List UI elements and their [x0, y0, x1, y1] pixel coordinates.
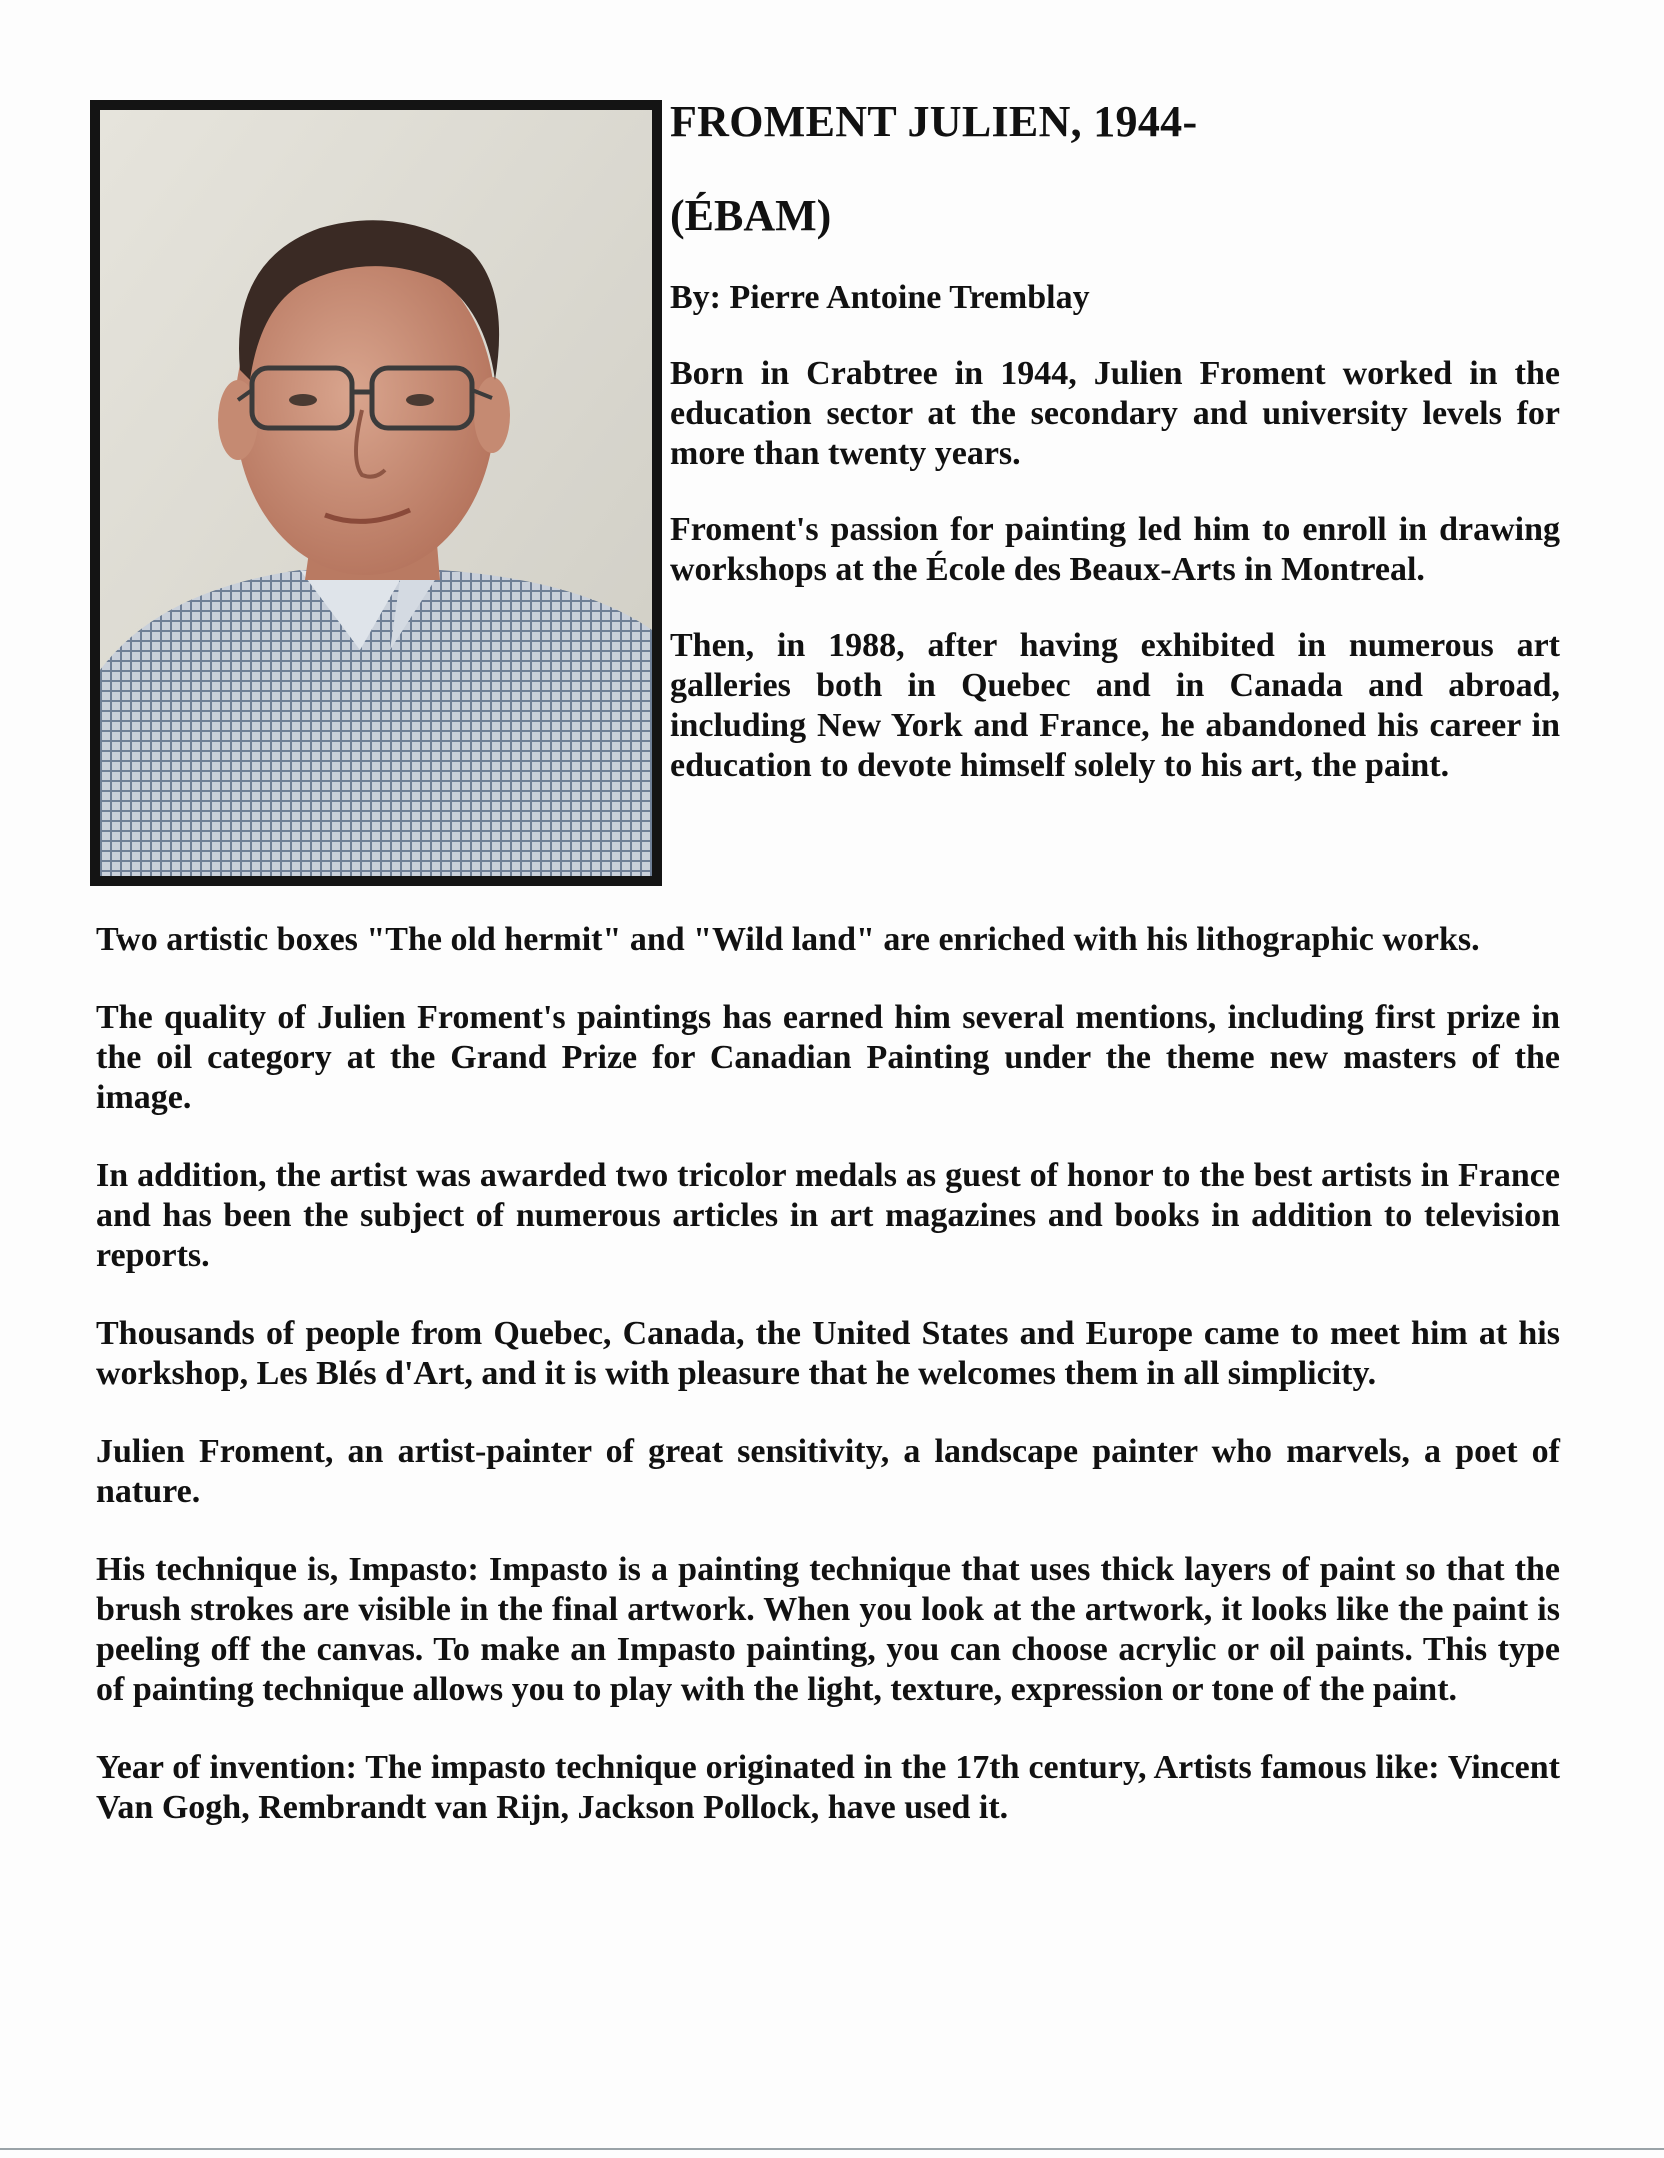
- page-bottom-rule: [0, 2148, 1664, 2150]
- body-paragraph-3: In addition, the artist was awarded two tricolor medals as guest of honor to the best artists in France and has been the subject of numerous articles in art magazines and books in addition to television reports.: [96, 1157, 1560, 1274]
- body-paragraph-7: Year of invention: The impasto technique originated in the 17th century, Artists famous like: Vincent Van Gogh, Rembrandt van Rijn, Jackson Pollock, have used it.: [96, 1749, 1560, 1826]
- body-paragraph-4: Thousands of people from Quebec, Canada, the United States and Europe came to meet him at his workshop, Les Blés d'Art, and it is with pleasure that he welcomes them in all simplicity.: [96, 1315, 1560, 1392]
- body-paragraph-1: Two artistic boxes "The old hermit" and "Wild land" are enriched with his lithographic works.: [96, 921, 1480, 958]
- author-byline: By: Pierre Antoine Tremblay: [670, 279, 1090, 316]
- portrait-icon: [100, 110, 652, 876]
- page-title: FROMENT JULIEN, 1944-: [670, 97, 1198, 146]
- body-paragraph-6: His technique is, Impasto: Impasto is a painting technique that uses thick layers of paint so that the brush strokes are visible in the final artwork. When you look at the artwork, it looks like the paint is peeling off the canvas. To make an Impasto painting, you can choose acrylic or oil paints. This type of painting technique allows you to play with the light, texture, expression or tone of the paint.: [96, 1551, 1560, 1708]
- body-column: [96, 920, 1560, 1866]
- bio-paragraph-3: Then, in 1988, after having exhibited in numerous art galleries both in Quebec and in Canada and abroad, including New York and France, he abandoned his career in education to devote himself solely to his art, the paint.: [670, 627, 1560, 784]
- bio-paragraph-2: Froment's passion for painting led him to enroll in drawing workshops at the École des Beaux-Arts in Montreal.: [670, 511, 1560, 588]
- bio-paragraph-1: Born in Crabtree in 1944, Julien Froment worked in the education sector at the secondary and university levels for more than twenty years.: [670, 355, 1560, 472]
- body-paragraph-5: Julien Froment, an artist-painter of great sensitivity, a landscape painter who marvels, a poet of nature.: [96, 1433, 1560, 1510]
- body-paragraph-2: The quality of Julien Froment's paintings has earned him several mentions, including first prize in the oil category at the Grand Prize for Canadian Painting under the theme new masters of the image.: [96, 999, 1560, 1116]
- header-column: [670, 96, 1560, 786]
- page-subtitle: (ÉBAM): [670, 191, 832, 240]
- portrait-photo: [90, 100, 662, 886]
